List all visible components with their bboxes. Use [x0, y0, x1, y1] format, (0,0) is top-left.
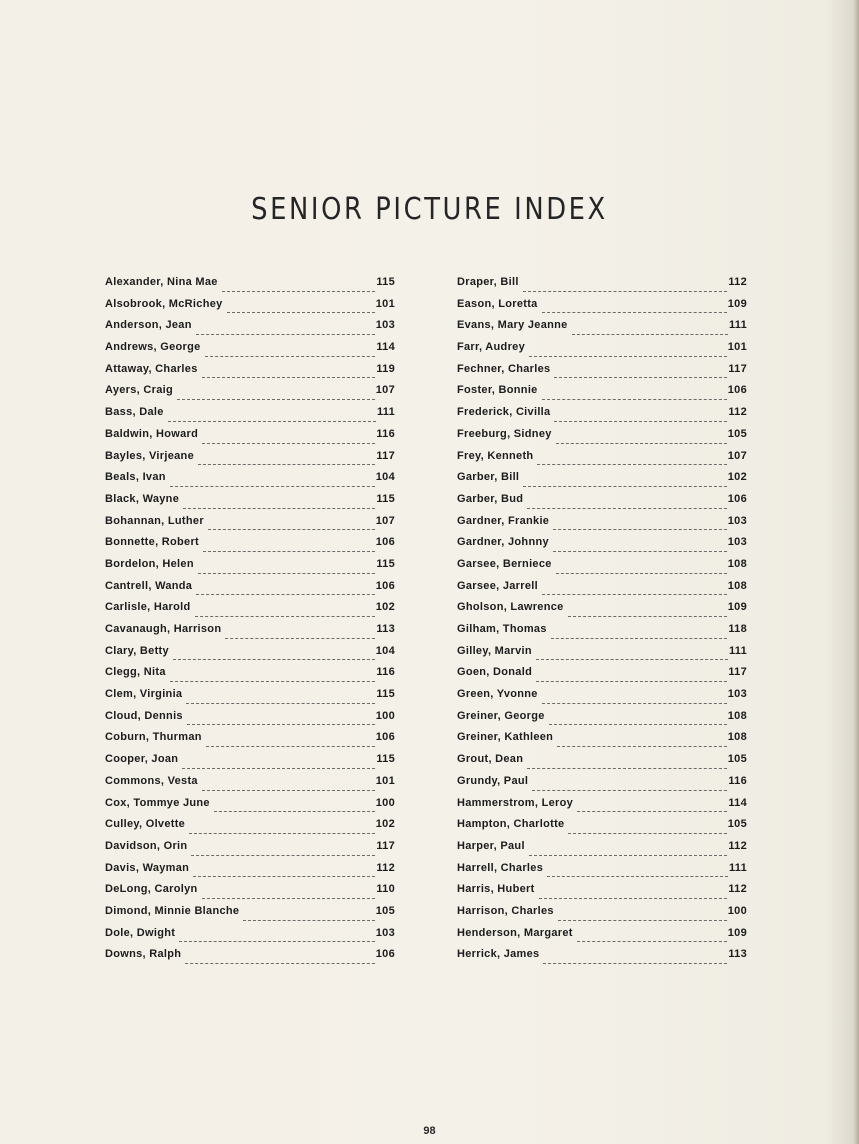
index-entry: [457, 948, 747, 970]
dotted-leader: [170, 681, 376, 682]
entry-name: Gilley, Marvin: [457, 644, 532, 657]
index-entry: [105, 753, 395, 775]
entry-name: DeLong, Carolyn: [105, 883, 198, 896]
entry-page-number: 104: [375, 644, 395, 657]
dotted-leader: [225, 638, 375, 639]
entry-name: Gilham, Thomas: [457, 623, 547, 635]
entry-name: Commons, Vesta: [105, 774, 198, 787]
page-title: SENIOR PICTURE INDEX: [251, 192, 608, 227]
dotted-leader: [196, 334, 375, 335]
dotted-leader: [191, 855, 375, 856]
dotted-leader: [198, 464, 375, 465]
entry-name: Bass, Dale: [105, 406, 164, 419]
index-entry: [457, 753, 747, 775]
index-entry: [457, 927, 747, 949]
index-entry: [457, 450, 747, 472]
index-entry: [105, 666, 395, 688]
entry-page-number: 115: [376, 557, 395, 570]
entry-name: Garber, Bill: [457, 471, 520, 484]
entry-page-number: 101: [375, 297, 395, 310]
entry-name: Cloud, Dennis: [105, 709, 183, 722]
entry-name: Hammerstrom, Leroy: [457, 796, 574, 809]
entry-name: Frederick, Civilla: [457, 406, 551, 419]
entry-name: Freeburg, Sidney: [457, 427, 552, 440]
index-entry: [105, 623, 395, 645]
index-entry: [105, 298, 395, 320]
index-column-left: [105, 276, 395, 970]
index-entry: [457, 558, 747, 580]
index-entry: [105, 406, 395, 428]
entry-page-number: 105: [727, 427, 747, 440]
entry-page-number: 100: [727, 904, 747, 917]
entry-name: Clegg, Nita: [105, 666, 166, 679]
entry-page-number: 107: [375, 384, 395, 397]
index-entry: [457, 840, 747, 862]
dotted-leader: [208, 529, 375, 530]
entry-page-number: 116: [376, 427, 395, 440]
index-entry: [105, 710, 395, 732]
index-entry: [457, 276, 747, 298]
index-entry: [457, 623, 747, 645]
page-number: 98: [423, 1125, 436, 1137]
entry-name: Alsobrook, McRichey: [105, 297, 223, 310]
entry-name: Ayers, Craig: [105, 384, 173, 397]
index-entry: [105, 536, 395, 558]
entry-name: Henderson, Margaret: [457, 926, 573, 939]
entry-page-number: 105: [727, 753, 747, 766]
entry-page-number: 109: [727, 601, 747, 614]
index-entry: [457, 536, 747, 558]
index-entry: [105, 840, 395, 862]
index-entry: [105, 515, 395, 537]
index-entry: [457, 580, 747, 602]
entry-name: Dimond, Minnie Blanche: [105, 904, 240, 917]
index-entry: [457, 406, 747, 428]
entry-page-number: 117: [376, 449, 395, 462]
index-entry: [457, 818, 747, 840]
dotted-leader: [203, 551, 375, 552]
entry-page-number: 108: [727, 709, 747, 722]
dotted-leader: [527, 508, 726, 509]
dotted-leader: [195, 616, 375, 617]
entry-page-number: 107: [727, 449, 747, 462]
dotted-leader: [529, 855, 728, 856]
entry-page-number: 103: [727, 514, 747, 527]
index-entry: [457, 775, 747, 797]
entry-page-number: 100: [375, 709, 395, 722]
entry-page-number: 106: [375, 948, 395, 961]
entry-name: Frey, Kenneth: [457, 449, 534, 462]
index-entry: [105, 927, 395, 949]
entry-name: Carlisle, Harold: [105, 601, 191, 614]
dotted-leader: [202, 377, 376, 378]
entry-name: Foster, Bonnie: [457, 384, 538, 397]
index-entry: [457, 319, 747, 341]
index-entry: [105, 688, 395, 710]
dotted-leader: [177, 399, 375, 400]
dotted-leader: [542, 312, 727, 313]
entry-page-number: 112: [728, 839, 747, 852]
entry-name: Gardner, Frankie: [457, 514, 550, 527]
index-entry: [457, 797, 747, 819]
entry-page-number: 116: [376, 666, 395, 679]
dotted-leader: [185, 963, 374, 964]
entry-page-number: 116: [728, 774, 747, 787]
index-entry: [105, 363, 395, 385]
entry-name: Clem, Virginia: [105, 688, 183, 701]
entry-name: Greiner, Kathleen: [457, 731, 554, 744]
entry-name: Herrick, James: [457, 948, 540, 961]
entry-page-number: 100: [375, 796, 395, 809]
entry-name: Bayles, Virjeane: [105, 449, 194, 462]
dotted-leader: [202, 898, 376, 899]
entry-page-number: 111: [728, 644, 747, 657]
index-entry: [105, 731, 395, 753]
entry-page-number: 119: [376, 362, 395, 375]
page-edge-shadow: [853, 0, 859, 1144]
dotted-leader: [182, 768, 375, 769]
dotted-leader: [558, 920, 727, 921]
index-entry: [457, 710, 747, 732]
entry-page-number: 111: [376, 406, 395, 419]
dotted-leader: [539, 898, 728, 899]
entry-name: Black, Wayne: [105, 492, 180, 505]
entry-page-number: 115: [376, 276, 395, 288]
entry-name: Cooper, Joan: [105, 753, 179, 766]
entry-name: Gholson, Lawrence: [457, 601, 564, 614]
entry-page-number: 117: [376, 839, 395, 852]
dotted-leader: [227, 312, 375, 313]
index-entry: [457, 341, 747, 363]
entry-name: Gardner, Johnny: [457, 536, 549, 549]
dotted-leader: [554, 377, 727, 378]
entry-page-number: 102: [375, 601, 395, 614]
dotted-leader: [553, 529, 727, 530]
entry-page-number: 114: [728, 796, 747, 809]
dotted-leader: [173, 659, 375, 660]
entry-name: Eason, Loretta: [457, 297, 538, 310]
entry-name: Grout, Dean: [457, 753, 524, 766]
dotted-leader: [542, 703, 727, 704]
entry-page-number: 117: [728, 666, 747, 679]
entry-page-number: 112: [376, 861, 395, 874]
entry-name: Clary, Betty: [105, 644, 169, 657]
entry-page-number: 106: [375, 536, 395, 549]
index-entry: [457, 515, 747, 537]
entry-page-number: 113: [376, 623, 395, 635]
dotted-leader: [202, 443, 375, 444]
dotted-leader: [179, 941, 375, 942]
index-entry: [105, 341, 395, 363]
entry-page-number: 103: [727, 536, 747, 549]
entry-page-number: 105: [727, 818, 747, 831]
index-entry: [457, 298, 747, 320]
entry-page-number: 110: [376, 883, 395, 896]
entry-page-number: 106: [375, 579, 395, 592]
entry-page-number: 118: [728, 623, 747, 635]
index-entry: [105, 276, 395, 298]
entry-name: Garsee, Berniece: [457, 557, 552, 570]
entry-page-number: 101: [375, 774, 395, 787]
entry-name: Garber, Bud: [457, 492, 524, 505]
entry-page-number: 109: [727, 297, 747, 310]
entry-page-number: 106: [375, 731, 395, 744]
entry-name: Evans, Mary Jeanne: [457, 319, 568, 332]
dotted-leader: [186, 703, 375, 704]
entry-name: Farr, Audrey: [457, 341, 525, 354]
index-entry: [105, 471, 395, 493]
entry-page-number: 106: [727, 384, 747, 397]
entry-page-number: 104: [375, 471, 395, 484]
dotted-leader: [193, 876, 375, 877]
index-entry: [457, 731, 747, 753]
dotted-leader: [551, 638, 728, 639]
dotted-leader: [543, 963, 727, 964]
entry-name: Harrison, Charles: [457, 904, 554, 917]
entry-name: Goen, Donald: [457, 666, 533, 679]
dotted-leader: [205, 356, 376, 357]
entry-name: Attaway, Charles: [105, 362, 198, 375]
index-entry: [457, 363, 747, 385]
index-entry: [105, 319, 395, 341]
index-entry: [457, 862, 747, 884]
entry-name: Harris, Hubert: [457, 883, 535, 896]
dotted-leader: [556, 443, 727, 444]
entry-page-number: 111: [728, 319, 747, 332]
entry-page-number: 108: [727, 731, 747, 744]
entry-name: Fechner, Charles: [457, 362, 551, 375]
dotted-leader: [527, 768, 726, 769]
entry-name: Greiner, George: [457, 709, 545, 722]
dotted-leader: [183, 508, 375, 509]
dotted-leader: [577, 941, 727, 942]
entry-page-number: 115: [376, 753, 395, 766]
dotted-leader: [168, 421, 376, 422]
entry-page-number: 117: [728, 362, 747, 375]
dotted-leader: [189, 833, 375, 834]
dotted-leader: [554, 421, 727, 422]
entry-page-number: 115: [376, 492, 395, 505]
index-entry: [457, 601, 747, 623]
dotted-leader: [577, 811, 727, 812]
index-entry: [457, 666, 747, 688]
entry-name: Davidson, Orin: [105, 839, 188, 852]
entry-name: Hampton, Charlotte: [457, 818, 565, 831]
index-entry: [105, 883, 395, 905]
index-entry: [105, 580, 395, 602]
dotted-leader: [523, 291, 728, 292]
entry-name: Draper, Bill: [457, 276, 519, 288]
dotted-leader: [568, 833, 726, 834]
dotted-leader: [243, 920, 374, 921]
index-entry: [105, 797, 395, 819]
entry-page-number: 112: [728, 406, 747, 419]
index-entry: [105, 775, 395, 797]
index-entry: [457, 688, 747, 710]
index-entry: [105, 645, 395, 667]
entry-page-number: 103: [375, 926, 395, 939]
index-entry: [105, 384, 395, 406]
index-entry: [105, 862, 395, 884]
entry-name: Andrews, George: [105, 341, 201, 354]
index-entry: [105, 905, 395, 927]
index-entry: [457, 471, 747, 493]
dotted-leader: [170, 486, 375, 487]
dotted-leader: [542, 399, 727, 400]
entry-name: Harrell, Charles: [457, 861, 544, 874]
entry-name: Bonnette, Robert: [105, 536, 200, 549]
entry-name: Beals, Ivan: [105, 471, 166, 484]
entry-name: Cantrell, Wanda: [105, 579, 193, 592]
dotted-leader: [572, 334, 728, 335]
dotted-leader: [549, 724, 727, 725]
entry-page-number: 102: [375, 818, 395, 831]
entry-page-number: 105: [375, 904, 395, 917]
index-entry: [105, 450, 395, 472]
entry-name: Alexander, Nina Mae: [105, 276, 218, 288]
index-entry: [457, 384, 747, 406]
dotted-leader: [553, 551, 727, 552]
entry-name: Bordelon, Helen: [105, 557, 194, 570]
dotted-leader: [222, 291, 376, 292]
entry-page-number: 115: [376, 688, 395, 701]
entry-name: Dole, Dwight: [105, 926, 176, 939]
dotted-leader: [542, 594, 727, 595]
dotted-leader: [202, 790, 375, 791]
dotted-leader: [536, 659, 728, 660]
entry-page-number: 114: [376, 341, 395, 354]
index-column-right: [457, 276, 747, 970]
index-entry: [457, 645, 747, 667]
entry-page-number: 108: [727, 557, 747, 570]
dotted-leader: [547, 876, 728, 877]
entry-page-number: 112: [728, 883, 747, 896]
dotted-leader: [529, 356, 727, 357]
index-entry: [105, 493, 395, 515]
entry-page-number: 109: [727, 926, 747, 939]
index-entry: [105, 558, 395, 580]
entry-page-number: 101: [727, 341, 747, 354]
index-entry: [105, 601, 395, 623]
entry-page-number: 106: [727, 492, 747, 505]
dotted-leader: [556, 573, 727, 574]
entry-page-number: 112: [728, 276, 747, 288]
entry-name: Green, Yvonne: [457, 688, 538, 701]
dotted-leader: [532, 790, 727, 791]
entry-page-number: 108: [727, 579, 747, 592]
entry-name: Coburn, Thurman: [105, 731, 202, 744]
entry-page-number: 111: [728, 861, 747, 874]
entry-name: Cavanaugh, Harrison: [105, 623, 222, 635]
entry-page-number: 113: [728, 948, 747, 961]
dotted-leader: [206, 746, 375, 747]
index-entry: [105, 818, 395, 840]
dotted-leader: [187, 724, 375, 725]
entry-page-number: 107: [375, 514, 395, 527]
index-entry: [457, 493, 747, 515]
dotted-leader: [568, 616, 727, 617]
entry-page-number: 103: [727, 688, 747, 701]
index-entry: [457, 428, 747, 450]
dotted-leader: [198, 573, 376, 574]
dotted-leader: [214, 811, 375, 812]
entry-name: Davis, Wayman: [105, 861, 190, 874]
entry-page-number: 102: [727, 471, 747, 484]
entry-name: Garsee, Jarrell: [457, 579, 538, 592]
entry-name: Grundy, Paul: [457, 774, 529, 787]
index-entry: [105, 428, 395, 450]
index-entry: [457, 905, 747, 927]
entry-name: Cox, Tommye June: [105, 796, 210, 809]
entry-name: Culley, Olvette: [105, 818, 186, 831]
entry-name: Baldwin, Howard: [105, 427, 199, 440]
entry-page-number: 103: [375, 319, 395, 332]
entry-name: Downs, Ralph: [105, 948, 182, 961]
dotted-leader: [557, 746, 727, 747]
entry-name: Anderson, Jean: [105, 319, 192, 332]
dotted-leader: [536, 681, 727, 682]
entry-name: Bohannan, Luther: [105, 514, 204, 527]
dotted-leader: [537, 464, 726, 465]
index-entry: [457, 883, 747, 905]
entry-name: Harper, Paul: [457, 839, 525, 852]
dotted-leader: [196, 594, 375, 595]
index-entry: [105, 948, 395, 970]
dotted-leader: [523, 486, 726, 487]
